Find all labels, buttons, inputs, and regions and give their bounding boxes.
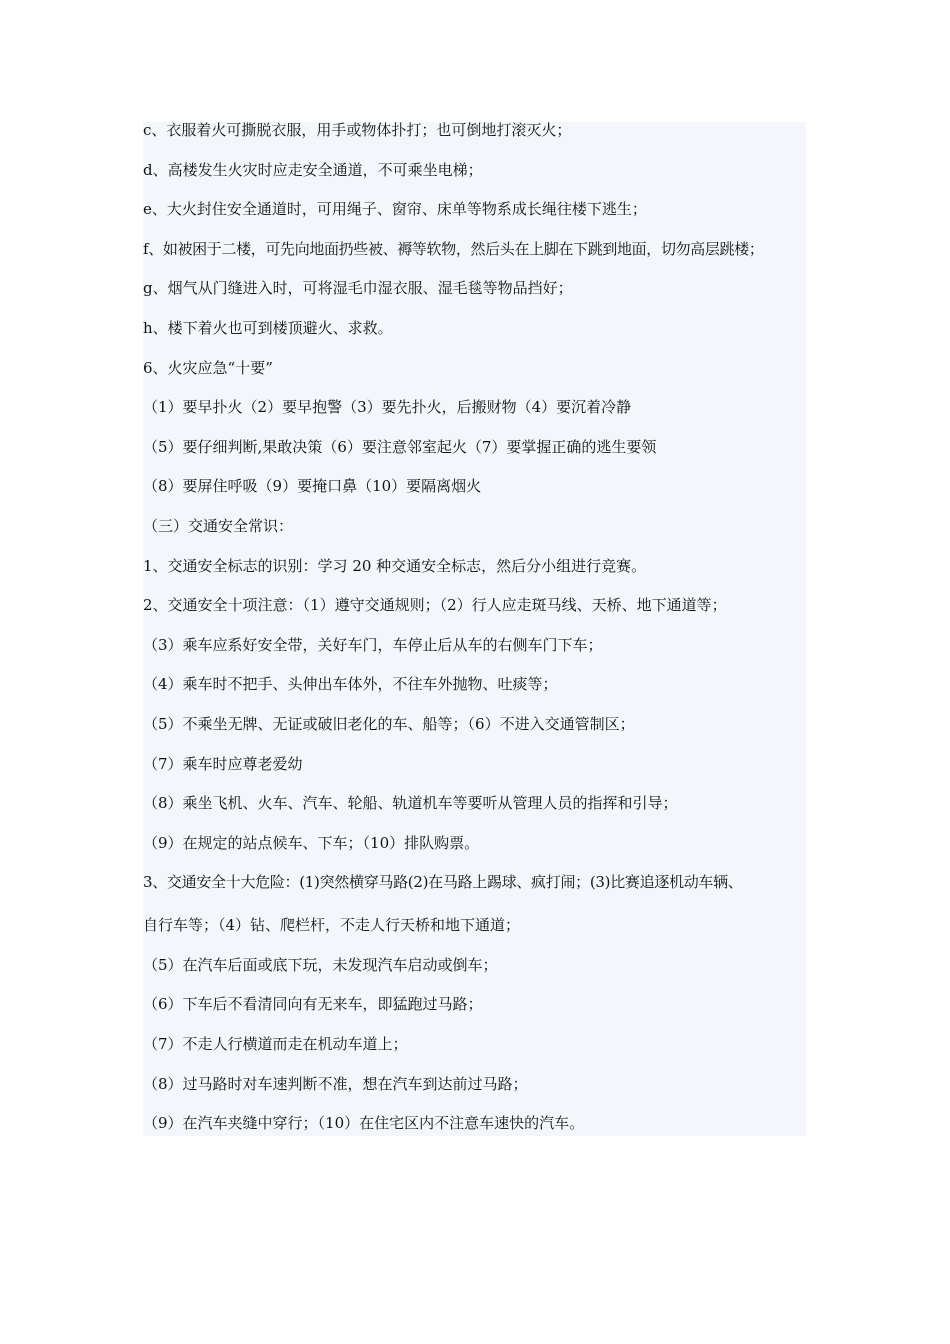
text-line: （4）乘车时不把手、头伸出车体外，不往车外抛物、吐痰等； — [143, 675, 558, 694]
text-line: （8）乘坐飞机、火车、汽车、轮船、轨道机车等要听从管理人员的指挥和引导； — [143, 794, 678, 813]
text-line: （1）要早扑火（2）要早抱警（3）要先扑火，后搬财物（4）要沉着冷静 — [143, 398, 632, 417]
text-line: （9）在规定的站点候车、下车；（10）排队购票。 — [143, 833, 480, 852]
text-line: （5）要仔细判断,果敢决策（6）要注意邻室起火（7）要掌握正确的逃生要领 — [143, 437, 657, 456]
text-line: 2、交通安全十项注意：（1）遵守交通规则；（2）行人应走斑马线、天桥、地下通道等； — [143, 596, 727, 615]
text-line: d、高楼发生火灾时应走安全通道，不可乘坐电梯； — [143, 160, 483, 179]
text-line: 自行车等；（4）钻、爬栏杆，不走人行天桥和地下通道； — [143, 916, 521, 935]
text-line: （6）下车后不看清同向有无来车，即猛跑过马路； — [143, 995, 483, 1014]
text-line: e、大火封住安全通道时，可用绳子、窗帘、床单等物系成长绳往楼下逃生； — [143, 200, 647, 219]
text-line: （5）在汽车后面或底下玩，未发现汽车启动或倒车； — [143, 955, 498, 974]
text-line: （3）乘车应系好安全带，关好车门，车停止后从车的右侧车门下车； — [143, 635, 603, 654]
document-text-block — [143, 122, 806, 1136]
text-line: 1、交通安全标志的识别：学习 20 种交通安全标志，然后分小组进行竞赛。 — [143, 556, 647, 575]
text-line: （9）在汽车夹缝中穿行；（10）在住宅区内不注意车速快的汽车。 — [143, 1114, 585, 1133]
text-line: c、衣服着火可撕脱衣服，用手或物体扑打；也可倒地打滚灭火； — [143, 121, 572, 139]
text-line: （5）不乘坐无牌、无证或破旧老化的车、船等；（6）不进入交通管制区； — [143, 714, 635, 733]
text-line: f、如被困于二楼，可先向地面扔些被、褥等软物，然后头在上脚在下跳到地面，切勿高层跳楼； — [143, 239, 764, 258]
section-heading: 6、火灾应急“十要” — [143, 358, 273, 377]
text-line: （7）乘车时应尊老爱幼 — [143, 754, 303, 773]
text-line: 3、交通安全十大危险：(1)突然横穿马路(2)在马路上踢球、疯打闹；(3)比赛追逐机动车辆、 — [143, 873, 743, 892]
section-heading: （三）交通安全常识： — [143, 516, 294, 535]
text-line: h、楼下着火也可到楼顶避火、求救。 — [143, 318, 393, 337]
text-line: （7）不走人行横道而走在机动车道上； — [143, 1035, 408, 1054]
text-line: （8）要屏住呼吸（9）要掩口鼻（10）要隔离烟火 — [143, 477, 482, 496]
text-line: g、烟气从门缝进入时，可将湿毛巾湿衣服、湿毛毯等物品挡好； — [143, 279, 573, 298]
text-line: （8）过马路时对车速判断不准，想在汽车到达前过马路； — [143, 1074, 528, 1093]
